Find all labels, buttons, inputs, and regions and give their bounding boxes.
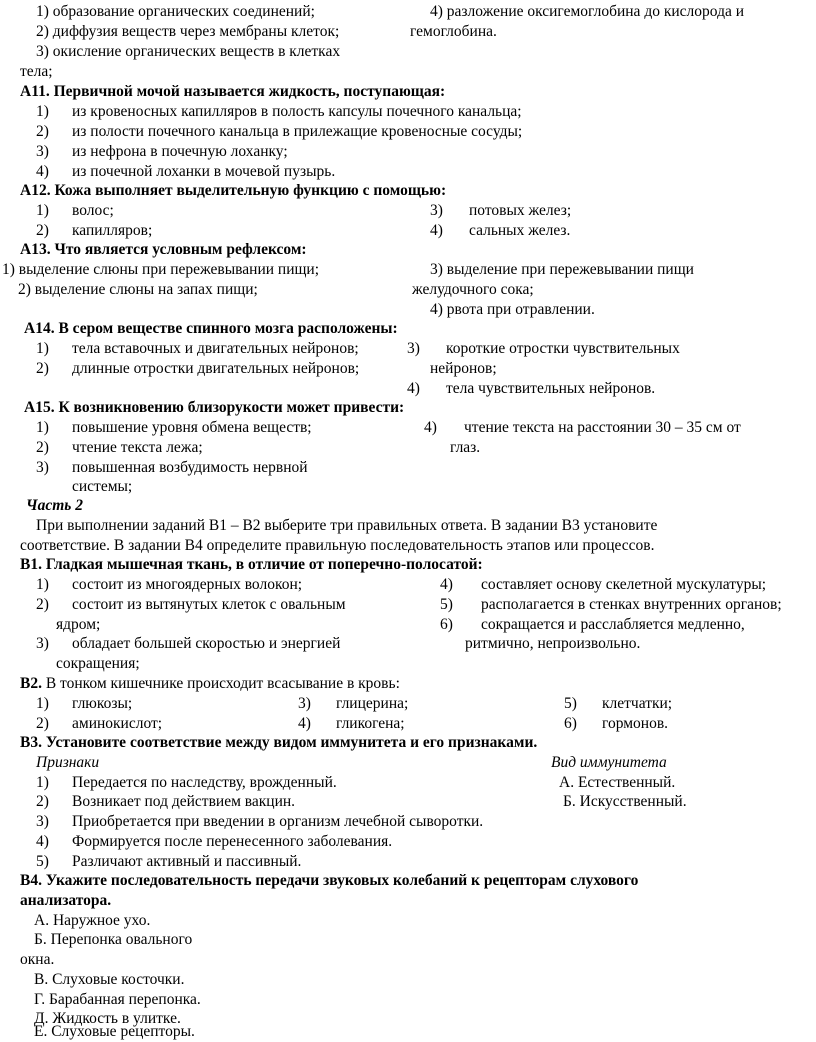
b2-option-1: глюкозы; <box>72 695 133 712</box>
b4-item-b-cont: окна. <box>20 951 55 968</box>
b1-question: В1. Гладкая мышечная ткань, в отличие от поперечно-полосатой: <box>20 556 483 573</box>
a14-option-1-num: 1) <box>36 340 49 357</box>
b3-sign-3-num: 3) <box>36 813 49 830</box>
a14-option-3-num: 3) <box>407 340 420 357</box>
a11-option-4: из почечной лоханки в мочевой пузырь. <box>72 163 336 180</box>
b1-option-1-num: 1) <box>36 576 49 593</box>
a12-question: A12. Кожа выполняет выделительную функцию с помощью: <box>20 182 447 199</box>
b1-option-4-num: 4) <box>440 576 453 593</box>
b4-item-a: А. Наружное ухо. <box>34 912 151 929</box>
b4-item-g: Г. Барабанная перепонка. <box>34 991 201 1008</box>
b1-option-3-cont: сокращения; <box>56 655 140 672</box>
a15-option-3-num: 3) <box>36 459 49 476</box>
b3-sign-4-num: 4) <box>36 833 49 850</box>
b4-item-v: В. Слуховые косточки. <box>34 971 185 988</box>
a12-option-1-num: 1) <box>36 202 49 219</box>
top-item-1: 1) образование органических соединений; <box>36 3 315 20</box>
top-item-3: 3) окисление органических веществ в клетках <box>36 43 341 60</box>
a15-question: A15. К возникновению близорукости может привести: <box>24 399 405 416</box>
b3-sign-3: Приобретается при введении в организм лечебной сыворотки. <box>72 813 484 830</box>
a13-option-3-cont: желудочного сока; <box>412 281 534 298</box>
b2-label: В2. <box>20 675 42 692</box>
a11-option-4-num: 4) <box>36 163 49 180</box>
a15-option-2-num: 2) <box>36 439 49 456</box>
a14-option-2: длинные отростки двигательных нейронов; <box>72 360 360 377</box>
b2-option-1-num: 1) <box>36 695 49 712</box>
b1-option-1: состоит из многоядерных волокон; <box>72 576 303 593</box>
part2-instructions-2: соответствие. В задании В4 определите правильную последовательность этапов или процессов. <box>20 537 655 554</box>
a11-option-1-num: 1) <box>36 103 49 120</box>
a15-option-2: чтение текста лежа; <box>72 439 203 456</box>
part2-instructions-1: При выполнении заданий В1 – В2 выберите три правильных ответа. В задании В3 установите <box>36 517 658 534</box>
b1-option-6-num: 6) <box>440 616 453 633</box>
top-item-4-cont: гемоглобина. <box>410 23 497 40</box>
b1-option-3: обладает большей скоростью и энергией <box>72 635 341 652</box>
b1-option-2-num: 2) <box>36 596 49 613</box>
b3-sign-5: Различают активный и пассивный. <box>72 853 302 870</box>
b2-option-5-num: 5) <box>564 695 577 712</box>
a15-option-4: чтение текста на расстоянии 30 – 35 см от <box>464 419 741 436</box>
a15-option-4-cont: глаз. <box>450 439 481 456</box>
b2-option-4-num: 4) <box>298 715 311 732</box>
a11-option-2: из полости почечного канальца в прилежащие кровеносные сосуды; <box>72 123 523 140</box>
b1-option-6-cont: ритмично, непроизвольно. <box>465 635 641 652</box>
a12-option-4-num: 4) <box>430 222 443 239</box>
a13-option-3: 3) выделение при пережевывании пищи <box>430 261 694 278</box>
b3-sign-1-num: 1) <box>36 774 49 791</box>
a14-option-4: тела чувствительных нейронов. <box>446 380 656 397</box>
a12-option-2-num: 2) <box>36 222 49 239</box>
b2-option-2: аминокислот; <box>72 715 163 732</box>
part2-title: Часть 2 <box>26 497 83 514</box>
a11-option-3: из нефрона в почечную лоханку; <box>72 143 288 160</box>
b2-option-2-num: 2) <box>36 715 49 732</box>
a15-option-4-num: 4) <box>424 419 437 436</box>
b2-option-5: клетчатки; <box>602 695 673 712</box>
a11-option-2-num: 2) <box>36 123 49 140</box>
b3-sign-2-num: 2) <box>36 793 49 810</box>
b1-option-5: располагается в стенках внутренних органов; <box>481 596 782 613</box>
a14-option-3-cont: нейронов; <box>430 360 497 377</box>
a14-option-2-num: 2) <box>36 360 49 377</box>
top-item-2: 2) диффузия веществ через мембраны клеток; <box>36 23 340 40</box>
a15-option-3: повышенная возбудимость нервной <box>72 459 308 476</box>
a13-option-2: 2) выделение слюны на запах пищи; <box>18 281 258 298</box>
b4-item-d: Д. Жидкость в улитке. <box>34 1010 181 1027</box>
b3-type-b: Б. Искусственный. <box>563 793 687 810</box>
b2-question <box>20 674 400 694</box>
a14-option-1: тела вставочных и двигательных нейронов; <box>72 340 359 357</box>
b2-option-4: гликогена; <box>336 715 405 732</box>
b4-item-b: Б. Перепонка овального <box>34 931 193 948</box>
top-item-4: 4) разложение оксигемоглобина до кислорода и <box>430 3 745 20</box>
a12-option-3-num: 3) <box>430 202 443 219</box>
a14-option-3: короткие отростки чувствительных <box>446 340 680 357</box>
a15-option-1-num: 1) <box>36 419 49 436</box>
b1-option-6: сокращается и расслабляется медленно, <box>481 616 745 633</box>
a11-question: A11. Первичной мочой называется жидкость, поступающая: <box>20 83 446 100</box>
a13-option-4: 4) рвота при отравлении. <box>430 301 595 318</box>
a14-question: A14. В сером веществе спинного мозга расположены: <box>24 320 398 337</box>
b3-sign-2: Возникает под действием вакцин. <box>72 793 296 810</box>
a11-option-1: из кровеносных капилляров в полость капсулы почечного канальца; <box>72 103 522 120</box>
a12-option-3: потовых желез; <box>469 202 572 219</box>
a15-option-3-cont: системы; <box>72 478 133 495</box>
top-item-3-cont: тела; <box>20 63 53 80</box>
b3-sign-5-num: 5) <box>36 853 49 870</box>
b3-column-signs: Признаки <box>36 754 100 771</box>
b4-question: В4. Укажите последовательность передачи звуковых колебаний к рецепторам слухового <box>20 872 639 889</box>
b3-column-types: Вид иммунитета <box>551 754 667 771</box>
b1-option-5-num: 5) <box>440 596 453 613</box>
a13-option-1: 1) выделение слюны при пережевывании пищи; <box>2 261 320 278</box>
a11-option-3-num: 3) <box>36 143 49 160</box>
a13-question: A13. Что является условным рефлексом: <box>20 241 307 258</box>
b3-question: В3. Установите соответствие между видом иммунитета и его признаками. <box>20 734 538 751</box>
b2-question-text: В тонком кишечнике происходит всасывание в кровь: <box>41 675 400 692</box>
b2-option-6: гормонов. <box>602 715 669 732</box>
b2-option-3: глицерина; <box>336 695 409 712</box>
b1-option-3-num: 3) <box>36 635 49 652</box>
b1-option-4: составляет основу скелетной мускулатуры; <box>481 576 767 593</box>
b1-option-2-cont: ядром; <box>56 616 101 633</box>
a12-option-2: капилляров; <box>72 222 153 239</box>
a12-option-4: сальных желез. <box>469 222 571 239</box>
a14-option-4-num: 4) <box>407 380 420 397</box>
b2-option-6-num: 6) <box>564 715 577 732</box>
b1-option-2: состоит из вытянутых клеток с овальным <box>72 596 346 613</box>
b3-type-a: А. Естественный. <box>559 774 676 791</box>
a15-option-1: повышение уровня обмена веществ; <box>72 419 312 436</box>
b4-item-e: Е. Слуховые рецепторы. <box>34 1023 195 1040</box>
a12-option-1: волос; <box>72 202 114 219</box>
b3-sign-4: Формируется после перенесенного заболевания. <box>72 833 393 850</box>
b3-sign-1: Передается по наследству, врожденный. <box>72 774 337 791</box>
b2-option-3-num: 3) <box>298 695 311 712</box>
b4-question-cont: анализатора. <box>20 892 112 909</box>
